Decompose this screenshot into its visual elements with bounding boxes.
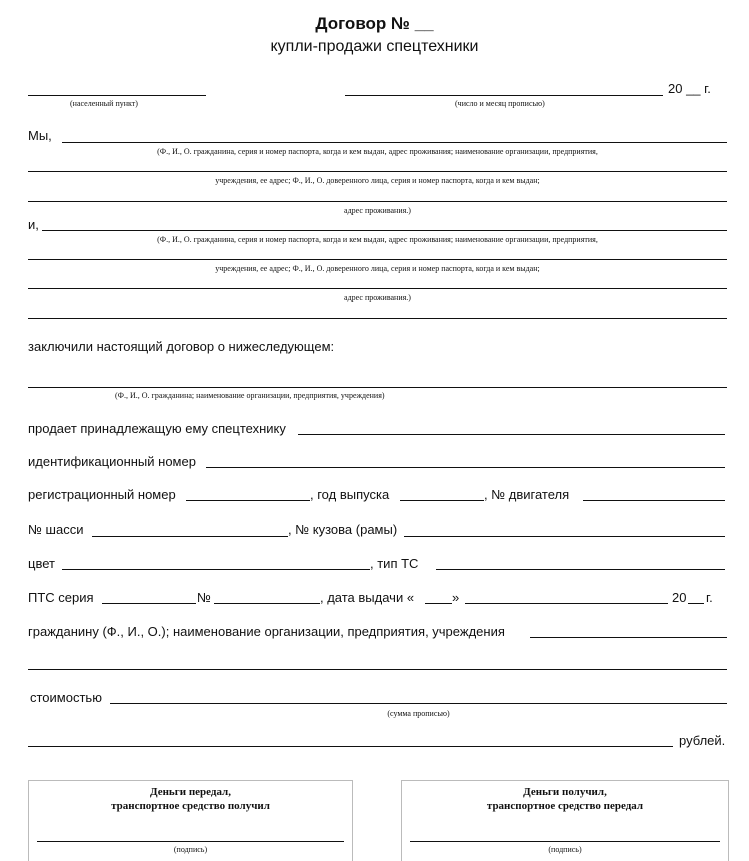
party2-line-4[interactable] (28, 318, 727, 319)
reg-number-field[interactable] (186, 500, 310, 501)
date-line[interactable] (345, 95, 663, 96)
buyer-label: гражданину (Ф., И., О.); наименование организации, предприятия, учреждения (28, 624, 505, 639)
chassis-field[interactable] (92, 536, 288, 537)
buyer-field-1[interactable] (530, 637, 727, 638)
issue-date-label: , дата выдачи « (320, 590, 415, 605)
signature-right-title-1: Деньги получил, (523, 786, 607, 798)
type-field[interactable] (436, 569, 725, 570)
party1-caption-1: (Ф., И., О. гражданина, серия и номер паспорта, когда и кем выдан, адрес проживания; наименование организации, предприятия, (157, 147, 598, 156)
issue-day-field[interactable] (425, 603, 452, 604)
party1-line-1[interactable] (62, 142, 727, 143)
place-caption: (населенный пункт) (70, 99, 138, 108)
type-label: , тип ТС (370, 556, 419, 571)
signature-left-title-2: транспортное средство получил (111, 800, 270, 812)
signature-left-title-1: Деньги передал, (150, 786, 231, 798)
signature-left-caption: (подпись) (173, 845, 208, 854)
color-label: цвет (28, 556, 55, 571)
signature-right-caption: (подпись) (548, 845, 582, 854)
signature-left-line[interactable] (37, 841, 344, 842)
issue-year-field[interactable] (688, 603, 704, 604)
document-title: Договор № __ (315, 14, 434, 33)
year-text: 20 __ г. (668, 81, 711, 96)
pts-series-label: ПТС серия (28, 590, 94, 605)
pts-number-label: № (197, 590, 211, 605)
year-field[interactable] (400, 500, 484, 501)
color-field[interactable] (62, 569, 370, 570)
issue-date-close: » (452, 590, 460, 605)
pts-series-field[interactable] (102, 603, 196, 604)
rubles-label: рублей. (679, 733, 726, 748)
cost-field-2[interactable] (28, 746, 673, 747)
issue-month-field[interactable] (465, 603, 668, 604)
body-field[interactable] (404, 536, 725, 537)
sells-label: продает принадлежащую ему спецтехнику (28, 421, 286, 436)
year-label: , год выпуска (310, 487, 390, 502)
signature-box-right (401, 780, 729, 861)
seller-caption: (Ф., И., О. гражданина; наименование организации, предприятия, учреждения) (115, 391, 385, 400)
reg-number-label: регистрационный номер (28, 487, 176, 502)
party2-line-2[interactable] (28, 259, 727, 260)
date-caption: (число и месяц прописью) (455, 99, 545, 108)
party2-line-1[interactable] (42, 230, 727, 231)
place-line[interactable] (28, 95, 206, 96)
party2-caption-2: учреждения, ее адрес; Ф., И., О. доверенного лица, серия и номер паспорта, когда и кем выдан; (215, 264, 540, 273)
agreement-intro: заключили настоящий договор о нижеследующем: (28, 339, 335, 354)
cost-caption: (сумма прописью) (387, 709, 450, 718)
issue-year-suffix: г. (706, 590, 713, 605)
party2-caption-1: (Ф., И., О. гражданина, серия и номер паспорта, когда и кем выдан, адрес проживания; наименование организации, предприятия, (157, 235, 598, 244)
signature-box-left (28, 780, 353, 861)
signature-right-line[interactable] (410, 841, 720, 842)
cost-label: стоимостью (30, 690, 102, 705)
engine-field[interactable] (583, 500, 725, 501)
chassis-label: № шасси (28, 522, 84, 537)
seller-line[interactable] (28, 387, 727, 388)
party2-prefix: и, (28, 217, 39, 232)
issue-year-prefix: 20 (672, 590, 687, 605)
party2-caption-3: адрес проживания.) (344, 293, 411, 302)
party1-caption-2: учреждения, ее адрес; Ф., И., О. доверенного лица, серия и номер паспорта, когда и кем выдан; (215, 176, 540, 185)
body-label: , № кузова (рамы) (288, 522, 398, 537)
signature-right-title-2: транспортное средство передал (486, 800, 644, 812)
equipment-field[interactable] (298, 434, 725, 435)
engine-label: , № двигателя (484, 487, 570, 502)
party2-line-3[interactable] (28, 288, 727, 289)
party1-caption-3: адрес проживания.) (344, 206, 411, 215)
party1-line-2[interactable] (28, 171, 727, 172)
cost-field[interactable] (110, 703, 727, 704)
pts-number-field[interactable] (214, 603, 320, 604)
document-subtitle: купли-продажи спецтехники (270, 38, 479, 55)
id-number-field[interactable] (206, 467, 725, 468)
buyer-field-2[interactable] (28, 669, 727, 670)
party1-line-3[interactable] (28, 201, 727, 202)
party1-prefix: Мы, (28, 128, 52, 143)
id-number-label: идентификационный номер (28, 454, 196, 469)
